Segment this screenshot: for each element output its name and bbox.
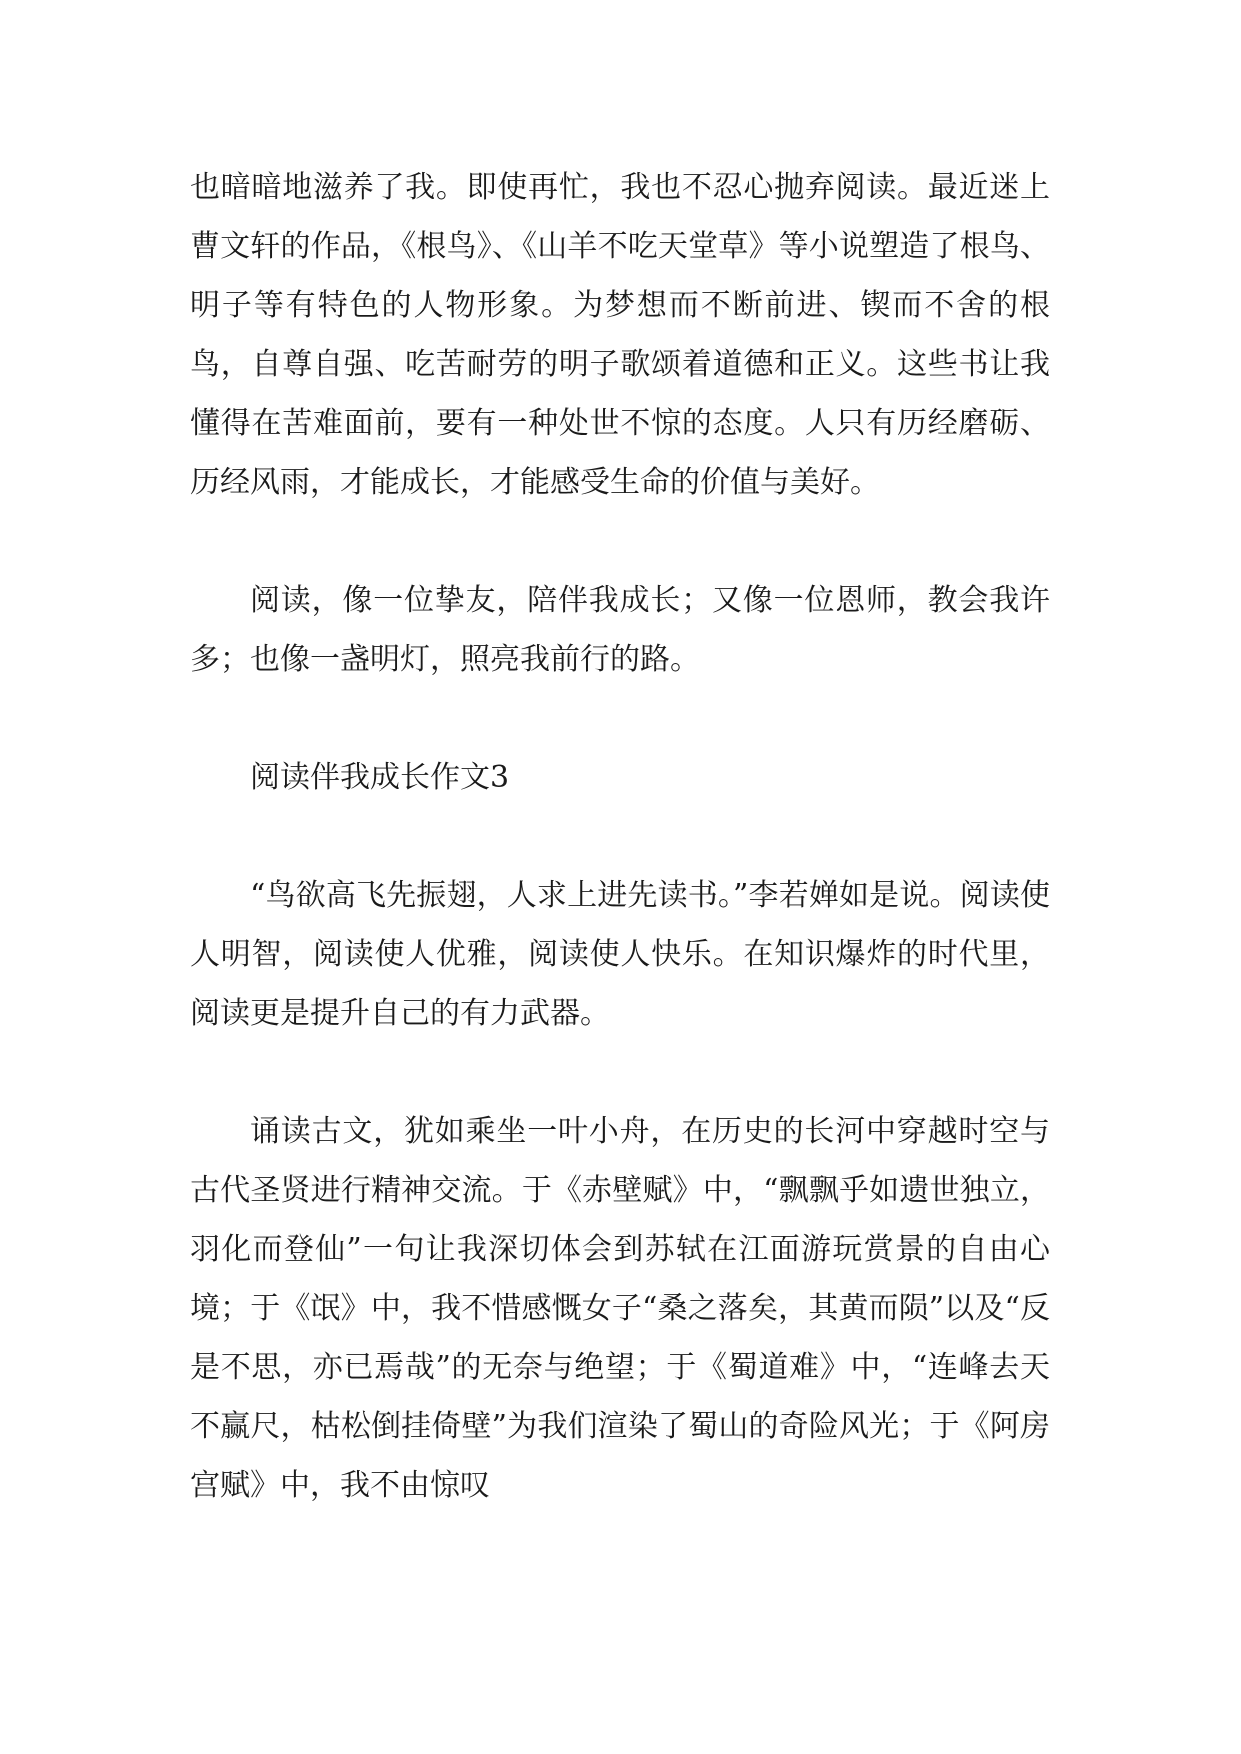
paragraph-classics: 诵读古文，犹如乘坐一叶小舟，在历史的长河中穿越时空与古代圣贤进行精神交流。于《赤壁赋》中，“飘飘乎如遗世独立，羽化而登仙”一句让我深切体会到苏轼在江面游玩赏景的自由心境；于《氓》中，我不惜感慨女子“桑之落矣，其黄而陨”以及“反是不思，亦已焉哉”的无奈与绝望；于《蜀道难》中，“连峰去天不赢尺，枯松倒挂倚壁”为我们渲染了蜀山的奇险风光；于《阿房宫赋》中，我不由惊叹 xyxy=(190,1114,1050,1503)
document-body xyxy=(190,158,1050,1515)
paragraph-quote: “鸟欲高飞先振翅，人求上进先读书。”李若婵如是说。阅读使人明智，阅读使人优雅，阅读使人快乐。在知识爆炸的时代里，阅读更是提升自己的有力武器。 xyxy=(190,878,1050,1031)
paragraph-reading-friend: 阅读，像一位挚友，陪伴我成长；又像一位恩师，教会我许多；也像一盏明灯，照亮我前行的路。 xyxy=(190,583,1050,677)
section-heading: 阅读伴我成长作文3 xyxy=(250,760,510,795)
paragraph-continued: 也暗暗地滋养了我。即使再忙，我也不忍心抛弃阅读。最近迷上曹文轩的作品，《根鸟》、《山羊不吃天堂草》等小说塑造了根鸟、明子等有特色的人物形象。为梦想而不断前进、锲而不舍的根鸟，自尊自强、吃苦耐劳的明子歌颂着道德和正义。这些书让我懂得在苦难面前，要有一种处世不惊的态度。人只有历经磨砺、历经风雨，才能成长，才能感受生命的价值与美好。 xyxy=(190,170,1050,500)
